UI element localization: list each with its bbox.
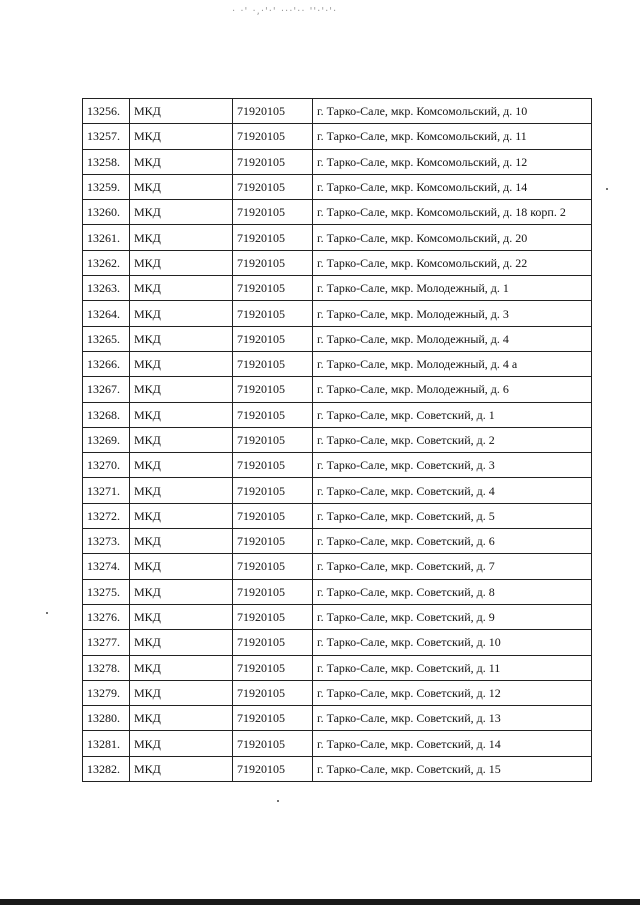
table-row [83,124,592,149]
table-row [83,301,592,326]
table-row [83,503,592,528]
table-row [83,680,592,705]
address-cell: г. Тарко-Сале, мкр. Молодежный, д. 3 [313,301,592,326]
object-type-cell: МКД [130,149,233,174]
table-row [83,655,592,680]
address-cell: г. Тарко-Сале, мкр. Комсомольский, д. 20 [313,225,592,250]
registry-table-body [83,99,592,782]
object-type-cell: МКД [130,200,233,225]
row-number-cell: 13271. [83,478,130,503]
object-type-cell: МКД [130,453,233,478]
object-type-cell: МКД [130,554,233,579]
table-row [83,630,592,655]
address-cell: г. Тарко-Сале, мкр. Молодежный, д. 1 [313,276,592,301]
row-number-cell: 13282. [83,756,130,781]
object-type-cell: МКД [130,630,233,655]
oktmo-code-cell: 71920105 [233,276,313,301]
object-type-cell: МКД [130,706,233,731]
table-row [83,402,592,427]
address-cell: г. Тарко-Сале, мкр. Советский, д. 5 [313,503,592,528]
table-row [83,225,592,250]
object-type-cell: МКД [130,756,233,781]
table-row [83,453,592,478]
oktmo-code-cell: 71920105 [233,529,313,554]
address-cell: г. Тарко-Сале, мкр. Советский, д. 9 [313,604,592,629]
oktmo-code-cell: 71920105 [233,706,313,731]
address-cell: г. Тарко-Сале, мкр. Молодежный, д. 6 [313,377,592,402]
oktmo-code-cell: 71920105 [233,579,313,604]
object-type-cell: МКД [130,225,233,250]
object-type-cell: МКД [130,124,233,149]
table-row [83,149,592,174]
address-cell: г. Тарко-Сале, мкр. Комсомольский, д. 11 [313,124,592,149]
oktmo-code-cell: 71920105 [233,200,313,225]
address-cell: г. Тарко-Сале, мкр. Советский, д. 12 [313,680,592,705]
oktmo-code-cell: 71920105 [233,149,313,174]
oktmo-code-cell: 71920105 [233,503,313,528]
row-number-cell: 13275. [83,579,130,604]
row-number-cell: 13268. [83,402,130,427]
row-number-cell: 13259. [83,174,130,199]
row-number-cell: 13276. [83,604,130,629]
scan-speck [46,612,48,614]
row-number-cell: 13272. [83,503,130,528]
table-row [83,276,592,301]
oktmo-code-cell: 71920105 [233,453,313,478]
object-type-cell: МКД [130,680,233,705]
oktmo-code-cell: 71920105 [233,604,313,629]
table-row [83,326,592,351]
address-cell: г. Тарко-Сале, мкр. Комсомольский, д. 10 [313,99,592,124]
address-cell: г. Тарко-Сале, мкр. Советский, д. 10 [313,630,592,655]
address-cell: г. Тарко-Сале, мкр. Комсомольский, д. 12 [313,149,592,174]
object-type-cell: МКД [130,326,233,351]
address-cell: г. Тарко-Сале, мкр. Советский, д. 8 [313,579,592,604]
row-number-cell: 13273. [83,529,130,554]
oktmo-code-cell: 71920105 [233,99,313,124]
table-row [83,604,592,629]
address-cell: г. Тарко-Сале, мкр. Советский, д. 14 [313,731,592,756]
row-number-cell: 13281. [83,731,130,756]
object-type-cell: МКД [130,604,233,629]
address-cell: г. Тарко-Сале, мкр. Советский, д. 7 [313,554,592,579]
scan-speck [277,800,279,802]
row-number-cell: 13280. [83,706,130,731]
row-number-cell: 13269. [83,427,130,452]
table-row [83,174,592,199]
oktmo-code-cell: 71920105 [233,351,313,376]
oktmo-code-cell: 71920105 [233,250,313,275]
address-cell: г. Тарко-Сале, мкр. Советский, д. 11 [313,655,592,680]
table-row [83,427,592,452]
object-type-cell: МКД [130,99,233,124]
oktmo-code-cell: 71920105 [233,731,313,756]
table-row [83,731,592,756]
object-type-cell: МКД [130,655,233,680]
object-type-cell: МКД [130,731,233,756]
table-row [83,529,592,554]
row-number-cell: 13265. [83,326,130,351]
oktmo-code-cell: 71920105 [233,478,313,503]
address-cell: г. Тарко-Сале, мкр. Советский, д. 4 [313,478,592,503]
address-cell: г. Тарко-Сале, мкр. Советский, д. 1 [313,402,592,427]
row-number-cell: 13267. [83,377,130,402]
oktmo-code-cell: 71920105 [233,554,313,579]
oktmo-code-cell: 71920105 [233,301,313,326]
oktmo-code-cell: 71920105 [233,124,313,149]
row-number-cell: 13266. [83,351,130,376]
row-number-cell: 13279. [83,680,130,705]
row-number-cell: 13278. [83,655,130,680]
row-number-cell: 13261. [83,225,130,250]
object-type-cell: МКД [130,301,233,326]
row-number-cell: 13270. [83,453,130,478]
table-row [83,250,592,275]
object-type-cell: МКД [130,250,233,275]
address-cell: г. Тарко-Сале, мкр. Молодежный, д. 4 а [313,351,592,376]
address-cell: г. Тарко-Сале, мкр. Молодежный, д. 4 [313,326,592,351]
table-row [83,554,592,579]
row-number-cell: 13274. [83,554,130,579]
row-number-cell: 13260. [83,200,130,225]
row-number-cell: 13256. [83,99,130,124]
scan-bottom-edge [0,899,640,905]
address-cell: г. Тарко-Сале, мкр. Советский, д. 6 [313,529,592,554]
object-type-cell: МКД [130,503,233,528]
address-registry-table [82,98,592,782]
table-row [83,706,592,731]
object-type-cell: МКД [130,427,233,452]
row-number-cell: 13277. [83,630,130,655]
scan-header-noise: · ·' ·,·'·' ···'·· ''·'·'· [232,6,338,17]
table-row [83,200,592,225]
object-type-cell: МКД [130,529,233,554]
address-cell: г. Тарко-Сале, мкр. Комсомольский, д. 22 [313,250,592,275]
oktmo-code-cell: 71920105 [233,402,313,427]
object-type-cell: МКД [130,276,233,301]
address-cell: г. Тарко-Сале, мкр. Комсомольский, д. 14 [313,174,592,199]
row-number-cell: 13258. [83,149,130,174]
table-row [83,377,592,402]
row-number-cell: 13263. [83,276,130,301]
oktmo-code-cell: 71920105 [233,630,313,655]
oktmo-code-cell: 71920105 [233,756,313,781]
oktmo-code-cell: 71920105 [233,326,313,351]
table-row [83,756,592,781]
row-number-cell: 13257. [83,124,130,149]
oktmo-code-cell: 71920105 [233,655,313,680]
object-type-cell: МКД [130,402,233,427]
table-row [83,99,592,124]
object-type-cell: МКД [130,377,233,402]
object-type-cell: МКД [130,478,233,503]
address-cell: г. Тарко-Сале, мкр. Комсомольский, д. 18 корп. 2 [313,200,592,225]
address-cell: г. Тарко-Сале, мкр. Советский, д. 15 [313,756,592,781]
address-cell: г. Тарко-Сале, мкр. Советский, д. 13 [313,706,592,731]
address-cell: г. Тарко-Сале, мкр. Советский, д. 2 [313,427,592,452]
object-type-cell: МКД [130,174,233,199]
oktmo-code-cell: 71920105 [233,174,313,199]
object-type-cell: МКД [130,351,233,376]
table-row [83,579,592,604]
oktmo-code-cell: 71920105 [233,377,313,402]
oktmo-code-cell: 71920105 [233,427,313,452]
table-row [83,351,592,376]
scan-speck [606,188,608,190]
row-number-cell: 13264. [83,301,130,326]
address-cell: г. Тарко-Сале, мкр. Советский, д. 3 [313,453,592,478]
row-number-cell: 13262. [83,250,130,275]
table-row [83,478,592,503]
object-type-cell: МКД [130,579,233,604]
oktmo-code-cell: 71920105 [233,225,313,250]
oktmo-code-cell: 71920105 [233,680,313,705]
